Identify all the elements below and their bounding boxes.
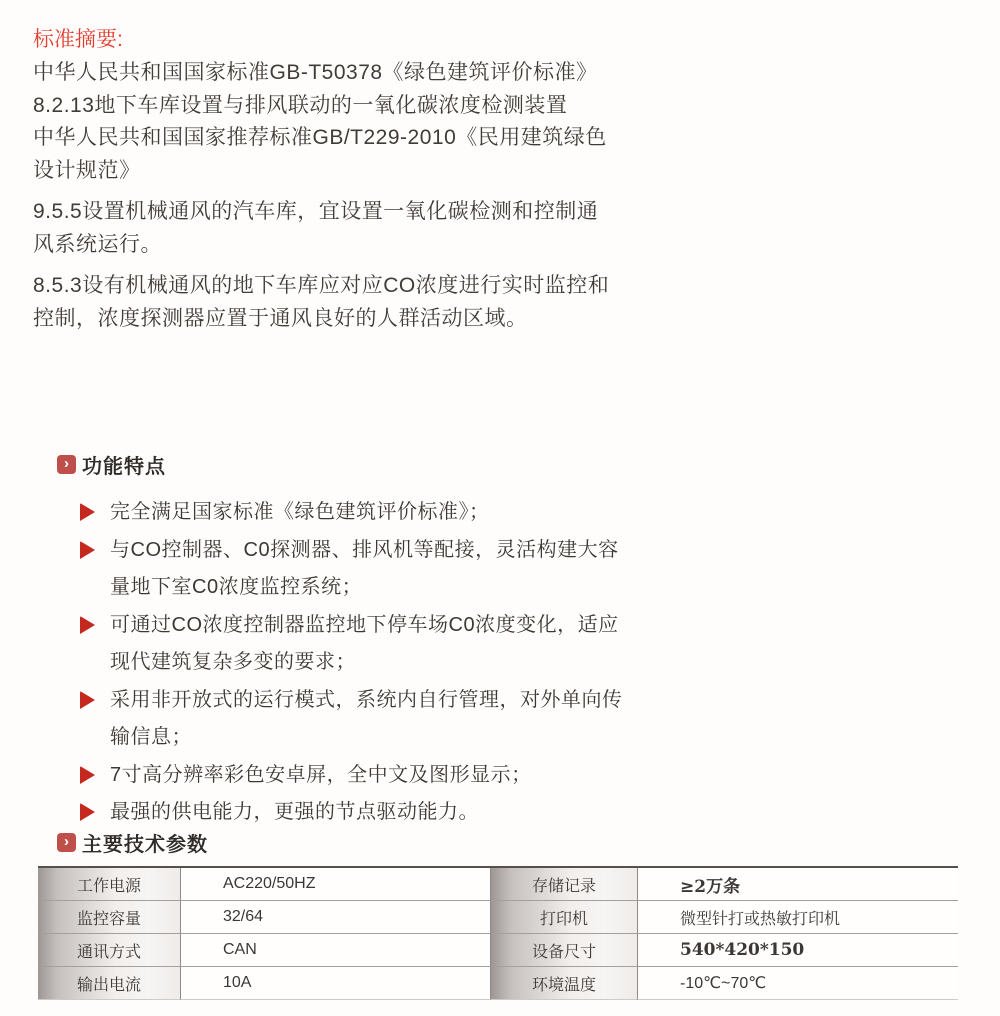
- spec-label: 存储记录: [491, 868, 638, 901]
- standards-summary-title: 标准摘要:: [33, 28, 123, 51]
- spec-value: ≥2万条: [638, 868, 958, 901]
- standards-line: 中华人民共和国国家标准GB-T50378《绿色建筑评价标准》: [33, 61, 598, 84]
- standards-line: 风系统运行。: [33, 232, 162, 256]
- feature-list: [57, 494, 657, 832]
- specs-heading: [57, 828, 208, 857]
- standards-line: 控制，浓度探测器应置于通风良好的人群活动区域。: [33, 306, 528, 330]
- spec-value: CAN: [181, 934, 491, 967]
- standards-summary-section: [33, 24, 673, 335]
- specs-table: [38, 866, 958, 1000]
- spec-label: 输出电流: [38, 967, 181, 1000]
- triangle-bullet-icon: [80, 616, 95, 634]
- standards-line: 设计规范》: [33, 158, 141, 182]
- triangle-bullet-icon: [80, 766, 95, 784]
- list-item: [57, 682, 627, 757]
- feature-text: 采用非开放式的运行模式，系统内自行管理，对外单向传输信息；: [110, 688, 623, 748]
- features-heading: [57, 450, 657, 479]
- standards-line: 中华人民共和国国家推荐标准GB/T229-2010《民用建筑绿色: [33, 126, 607, 149]
- spec-label: 打印机: [491, 901, 638, 934]
- spec-label: 设备尺寸: [491, 934, 638, 967]
- feature-text: 与CO控制器、C0探测器、排风机等配接，灵活构建大容量地下室C0浓度监控系统；: [110, 538, 619, 598]
- spec-value: 32/64: [181, 901, 491, 934]
- spec-label: 环境温度: [491, 967, 638, 1000]
- list-item: [57, 757, 627, 795]
- spec-value: 微型针打或热敏打印机: [638, 901, 958, 934]
- feature-text: 可通过CO浓度控制器监控地下停车场C0浓度变化，适应现代建筑复杂多变的要求；: [110, 613, 619, 673]
- list-item: [57, 607, 627, 682]
- list-item: [57, 794, 627, 832]
- specs-heading-label: 主要技术参数: [82, 834, 208, 856]
- feature-text: 最强的供电能力，更强的节点驱动能力。: [110, 801, 479, 823]
- list-item: [57, 532, 627, 607]
- chevron-badge-icon: ›: [57, 833, 76, 852]
- features-section: [57, 450, 657, 832]
- spec-label: 通讯方式: [38, 934, 181, 967]
- triangle-bullet-icon: [80, 691, 95, 709]
- standards-line: 8.5.3设有机械通风的地下车库应对应CO浓度进行实时监控和: [33, 274, 610, 297]
- spec-value: 10A: [181, 967, 491, 1000]
- features-heading-label: 功能特点: [82, 456, 166, 478]
- list-item: [57, 494, 627, 532]
- feature-text: 完全满足国家标准《绿色建筑评价标准》；: [110, 501, 490, 523]
- spec-value: -10℃~70℃: [638, 967, 958, 1000]
- spec-value: AC220/50HZ: [181, 868, 491, 901]
- triangle-bullet-icon: [80, 503, 95, 521]
- feature-text: 7寸高分辨率彩色安卓屏，全中文及图形显示；: [110, 763, 532, 786]
- spec-value: 540*420*150: [638, 934, 958, 967]
- chevron-badge-icon: ›: [57, 455, 76, 474]
- spec-label: 工作电源: [38, 868, 181, 901]
- spec-label: 监控容量: [38, 901, 181, 934]
- standards-line: 8.2.13地下车库设置与排风联动的一氧化碳浓度检测装置: [33, 93, 568, 117]
- standards-line: 9.5.5设置机械通风的汽车库，宜设置一氧化碳检测和控制通: [33, 200, 599, 223]
- triangle-bullet-icon: [80, 541, 95, 559]
- triangle-bullet-icon: [80, 803, 95, 821]
